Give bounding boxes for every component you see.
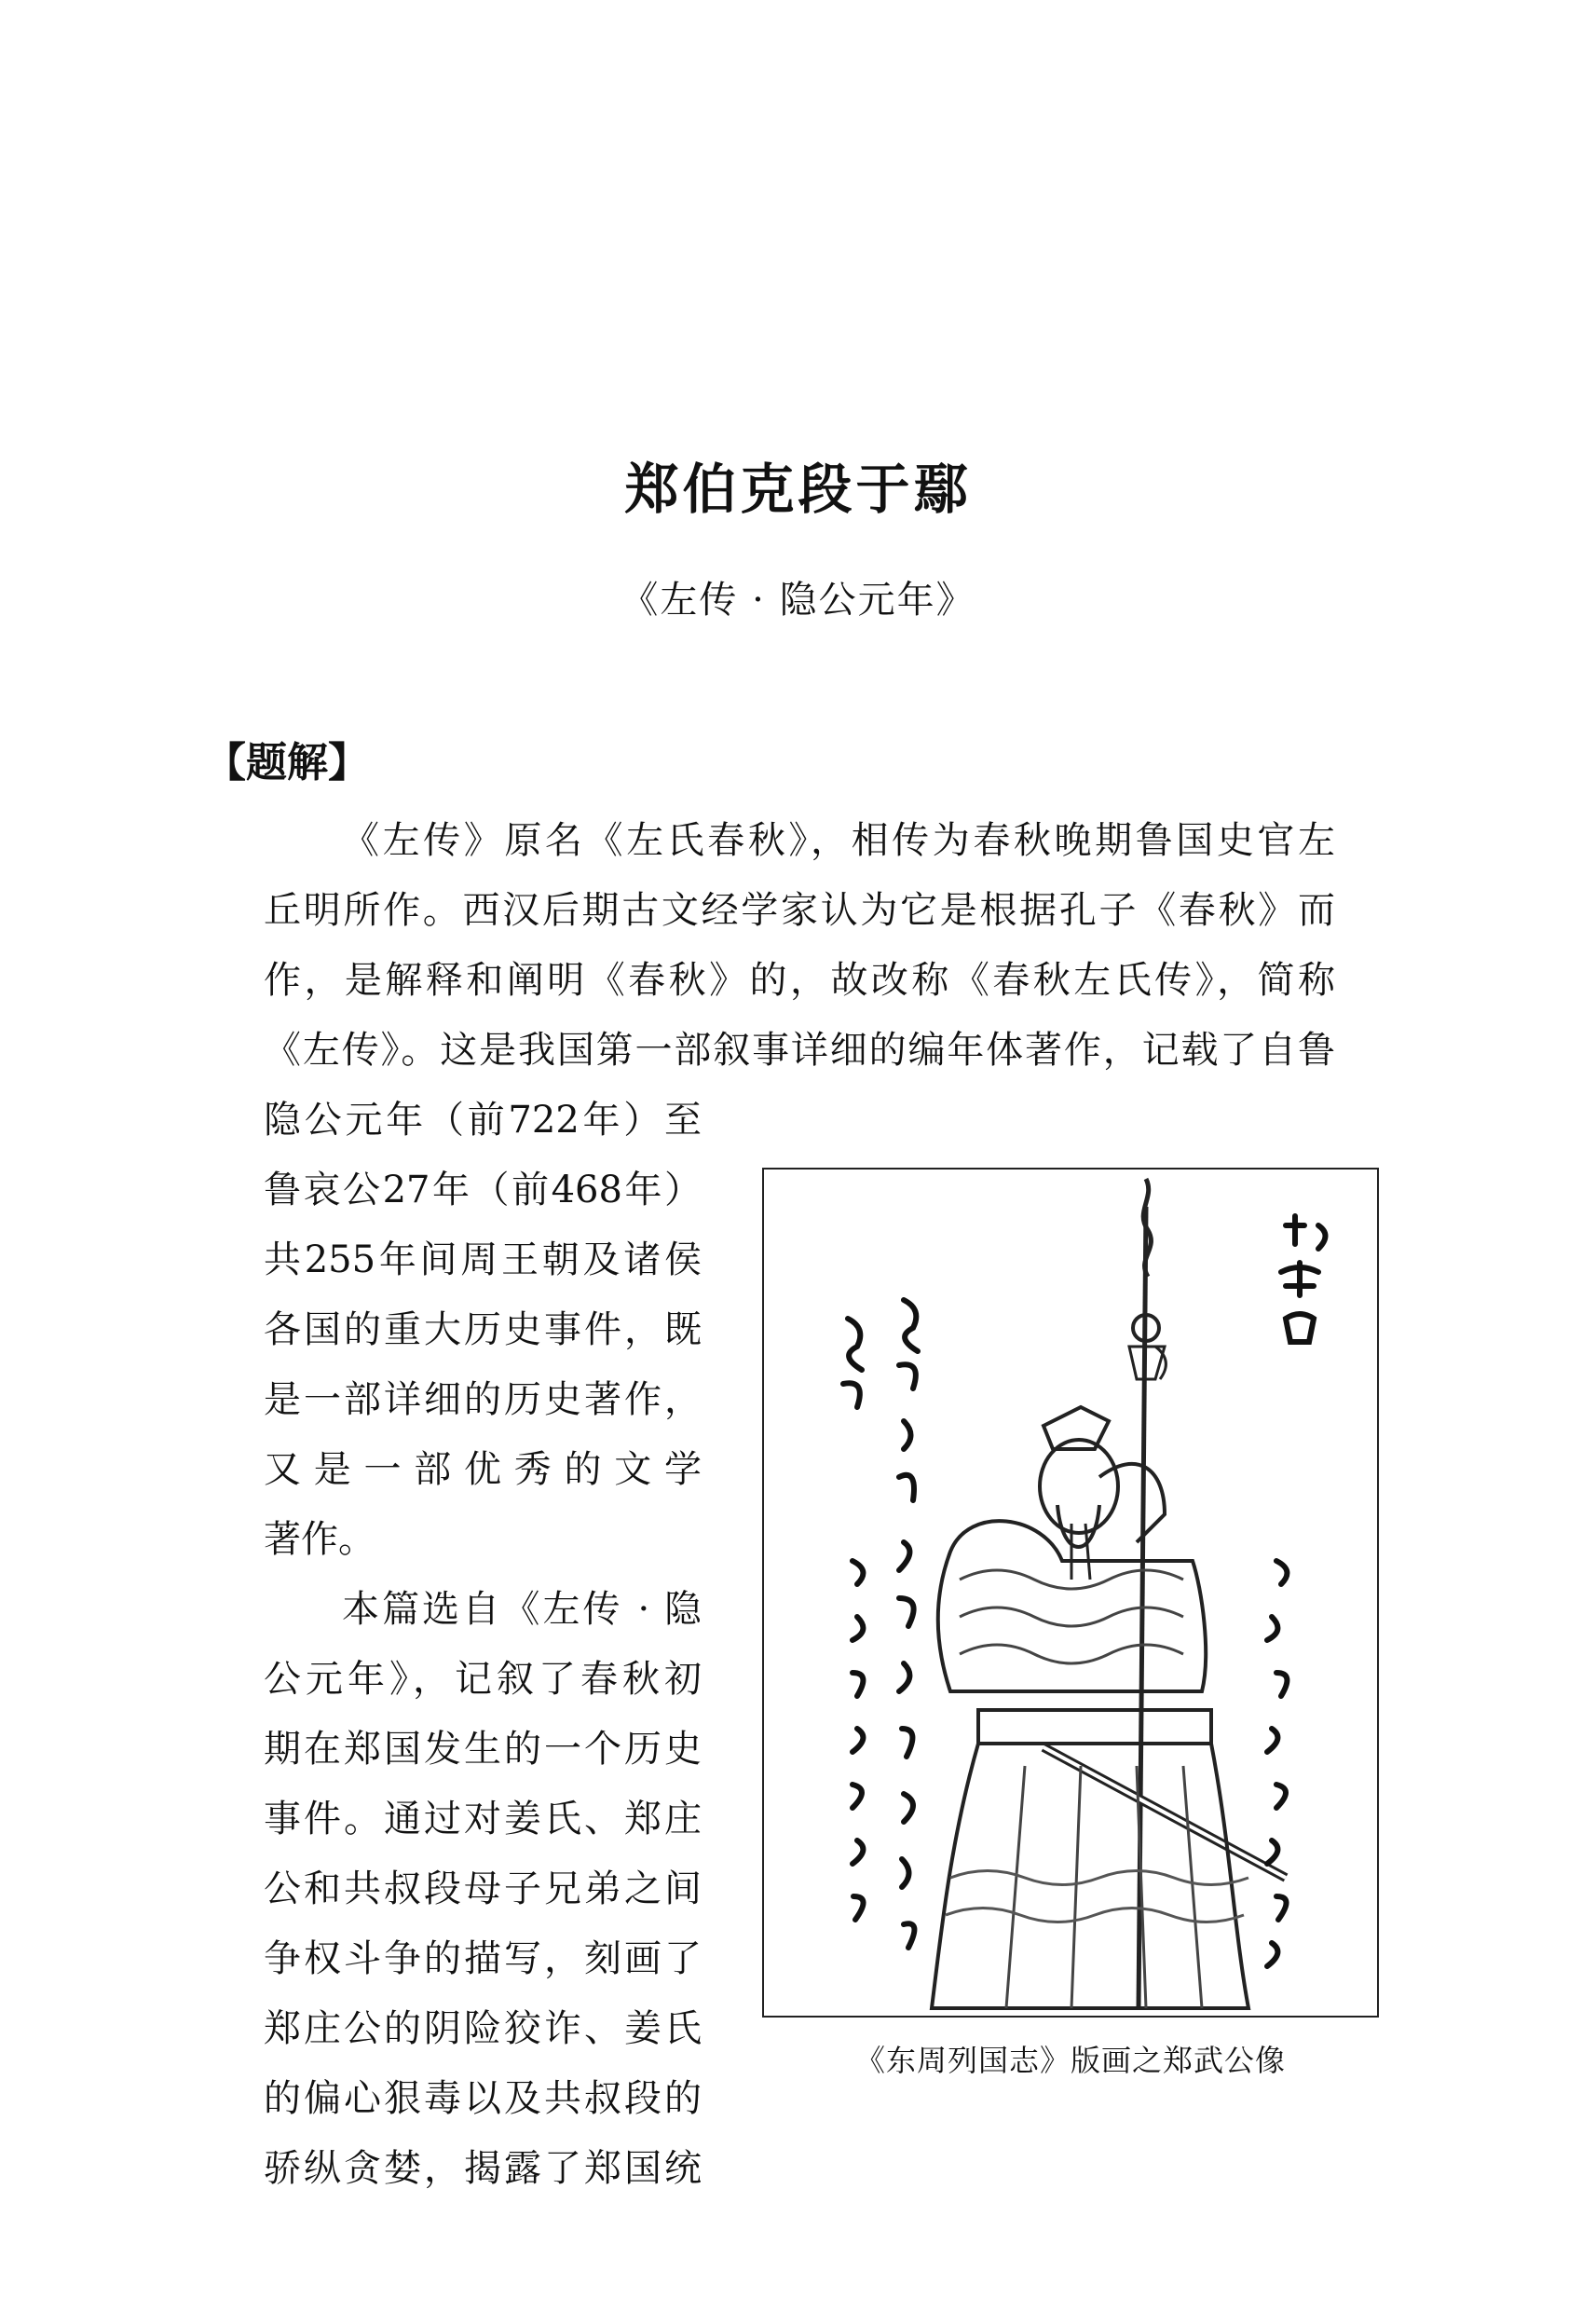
text-line: 又是一部优秀的文学 <box>264 1448 702 1491</box>
text-line: 是一部详细的历史著作， <box>264 1378 702 1421</box>
paragraph-2-column <box>264 1575 702 2204</box>
paragraph-1-full <box>264 806 1335 1086</box>
text-line: 共255年间周王朝及诸侯 <box>264 1238 702 1281</box>
text-line: 期在郑国发生的一个历史 <box>264 1728 702 1771</box>
text-line: 鲁哀公27年（前468年） <box>264 1169 702 1211</box>
text-line: 作，是解释和阐明《春秋》的，故改称《春秋左氏传》，简称 <box>264 959 1335 1002</box>
text-line: 争权斗争的描写，刻画了 <box>264 1937 702 1980</box>
text-line: 《左传》原名《左氏春秋》，相传为春秋晚期鲁国史官左 <box>342 819 1335 862</box>
text-line: 的偏心狠毒以及共叔段的 <box>264 2077 702 2120</box>
text-line: 各国的重大历史事件，既 <box>264 1308 702 1351</box>
text-line: 公元年》，记叙了春秋初 <box>264 1658 702 1701</box>
figure-caption: 《东周列国志》版画之郑武公像 <box>854 2043 1286 2078</box>
page-subtitle: 《左传 · 隐公元年》 <box>621 579 975 622</box>
woodcut-portrait-image <box>764 1170 1377 2016</box>
text-line: 隐公元年（前722年）至 <box>264 1099 702 1142</box>
text-line: 骄纵贪婪，揭露了郑国统 <box>264 2147 702 2190</box>
text-line: 著作。 <box>264 1518 375 1561</box>
text-line: 《左传》。这是我国第一部叙事详细的编年体著作，记载了自鲁 <box>264 1029 1335 1072</box>
text-line: 事件。通过对姜氏、郑庄 <box>264 1798 702 1840</box>
text-line: 本篇选自《左传 · 隐 <box>342 1588 702 1631</box>
text-line: 丘明所作。西汉后期古文经学家认为它是根据孔子《春秋》而 <box>264 889 1335 932</box>
section-heading: 【题解】 <box>205 739 369 787</box>
text-line: 郑庄公的阴险狡诈、姜氏 <box>264 2007 702 2050</box>
page-title: 郑伯克段于鄢 <box>624 458 972 521</box>
text-line: 公和共叔段母子兄弟之间 <box>264 1867 702 1910</box>
paragraph-1-column <box>264 1086 702 1575</box>
woodcut-illustration <box>762 1168 1379 2018</box>
